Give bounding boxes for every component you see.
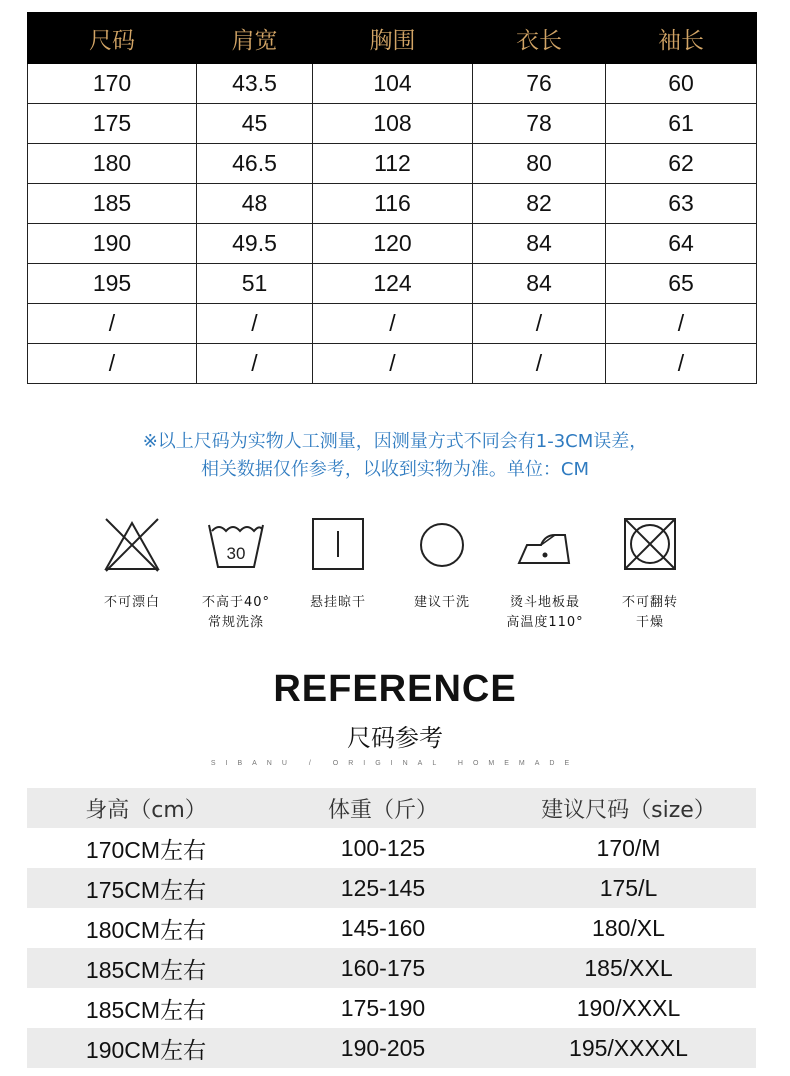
- table-cell: 65: [606, 264, 757, 304]
- measurement-note-line2: 相关数据仅作参考，以收到实物为准。单位：CM: [200, 459, 590, 480]
- care-label: 不可漂白: [103, 595, 160, 610]
- table-cell: 180/XL: [592, 914, 665, 941]
- table-cell: 145-160: [340, 914, 426, 941]
- table-cell: 185/XXL: [584, 954, 673, 981]
- table-cell: 124: [313, 264, 473, 304]
- table-cell: /: [197, 304, 313, 344]
- header-chest: 胸围: [313, 13, 473, 64]
- table-cell: 60: [606, 64, 757, 104]
- reference-table-header: [27, 788, 756, 828]
- table-cell: 175/L: [599, 874, 658, 901]
- table-row: [28, 264, 757, 304]
- header-size: 尺码: [28, 13, 197, 64]
- table-cell: 48: [197, 184, 313, 224]
- header-length: 衣长: [473, 13, 606, 64]
- table-row: [28, 224, 757, 264]
- table-cell: 61: [606, 104, 757, 144]
- table-cell: /: [473, 304, 606, 344]
- table-row: [27, 828, 756, 868]
- table-cell: 125-145: [340, 874, 426, 901]
- table-cell: 62: [606, 144, 757, 184]
- table-cell: 84: [473, 264, 606, 304]
- header-shoulder: 肩宽: [197, 13, 313, 64]
- no-bleach-icon: [102, 515, 162, 573]
- table-cell: /: [606, 304, 757, 344]
- hang-dry-icon: [308, 515, 368, 573]
- size-table: [27, 12, 757, 384]
- table-cell: /: [606, 344, 757, 384]
- table-cell: /: [313, 344, 473, 384]
- table-cell: 45: [197, 104, 313, 144]
- table-cell: 170: [28, 64, 197, 104]
- table-row: [27, 988, 756, 1028]
- care-item-no-tumble-dry: [600, 515, 700, 633]
- care-item-no-bleach: [82, 515, 182, 613]
- table-cell: 170CM左右: [85, 836, 207, 863]
- table-cell: 112: [313, 144, 473, 184]
- table-row: [27, 948, 756, 988]
- table-cell: 100-125: [340, 834, 426, 861]
- table-cell: 190/XXXL: [576, 994, 681, 1021]
- table-cell: /: [313, 304, 473, 344]
- table-cell: 195: [28, 264, 197, 304]
- dry-clean-icon: [412, 515, 472, 573]
- table-cell: 190: [28, 224, 197, 264]
- table-cell: 43.5: [197, 64, 313, 104]
- header-suggested-size: 建议尺码（size）: [541, 797, 716, 823]
- table-cell: /: [197, 344, 313, 384]
- table-cell: 116: [313, 184, 473, 224]
- table-cell: 46.5: [197, 144, 313, 184]
- table-row: [28, 104, 757, 144]
- svg-text:30: 30: [226, 544, 246, 563]
- table-cell: 51: [197, 264, 313, 304]
- table-row: [27, 868, 756, 908]
- table-row: [27, 1028, 756, 1068]
- reference-subtitle: 尺码参考: [347, 724, 443, 752]
- iron-icon: [515, 515, 575, 573]
- care-label: 不可翻转 干燥: [621, 595, 678, 630]
- header-sleeve: 袖长: [606, 13, 757, 64]
- header-height: 身高（cm）: [85, 797, 207, 823]
- table-cell: 170/M: [596, 834, 661, 861]
- table-cell: 120: [313, 224, 473, 264]
- table-cell: 175CM左右: [85, 876, 207, 903]
- table-cell: 180: [28, 144, 197, 184]
- table-cell: 49.5: [197, 224, 313, 264]
- table-row: [27, 908, 756, 948]
- table-row: [28, 184, 757, 224]
- header-weight: 体重（斤）: [327, 797, 438, 823]
- table-cell: 190-205: [340, 1034, 426, 1061]
- table-cell: 185: [28, 184, 197, 224]
- care-item-iron: [495, 515, 595, 633]
- care-item-hang-dry: [288, 515, 388, 613]
- table-cell: 195/XXXXL: [569, 1034, 688, 1061]
- table-cell: /: [28, 344, 197, 384]
- table-row: [28, 64, 757, 104]
- table-cell: 76: [473, 64, 606, 104]
- table-cell: 180CM左右: [85, 916, 207, 943]
- care-label: 建议干洗: [413, 595, 470, 610]
- care-label: 悬挂晾干: [309, 595, 366, 610]
- reference-table: [27, 788, 756, 1068]
- table-cell: 80: [473, 144, 606, 184]
- table-row: [28, 344, 757, 384]
- table-cell: 82: [473, 184, 606, 224]
- size-table-header: [28, 13, 757, 64]
- table-cell: 108: [313, 104, 473, 144]
- reference-tagline: SIBANU / ORIGINAL HOMEMADE: [210, 760, 580, 767]
- measurement-note-line1: ※以上尺码为实物人工测量，因测量方式不同会有1-3CM误差，: [142, 431, 648, 452]
- no-tumble-dry-icon: [620, 515, 680, 573]
- table-cell: 175: [28, 104, 197, 144]
- care-item-wash: [186, 515, 286, 633]
- care-label: 烫斗地板最 高温度110°: [506, 595, 584, 630]
- table-cell: 160-175: [340, 954, 426, 981]
- table-cell: 104: [313, 64, 473, 104]
- table-cell: 84: [473, 224, 606, 264]
- table-cell: 185CM左右: [85, 996, 207, 1023]
- table-cell: 185CM左右: [85, 956, 207, 983]
- wash-30-icon: [206, 515, 266, 573]
- table-row: [28, 144, 757, 184]
- table-cell: 78: [473, 104, 606, 144]
- table-cell: 175-190: [340, 994, 426, 1021]
- table-cell: /: [473, 344, 606, 384]
- care-item-dry-clean: [392, 515, 492, 613]
- table-row: [28, 304, 757, 344]
- table-cell: 190CM左右: [85, 1036, 207, 1063]
- table-cell: 64: [606, 224, 757, 264]
- table-cell: 63: [606, 184, 757, 224]
- table-cell: /: [28, 304, 197, 344]
- reference-title: REFERENCE: [273, 668, 517, 710]
- care-label: 不高于40° 常规洗涤: [201, 595, 271, 630]
